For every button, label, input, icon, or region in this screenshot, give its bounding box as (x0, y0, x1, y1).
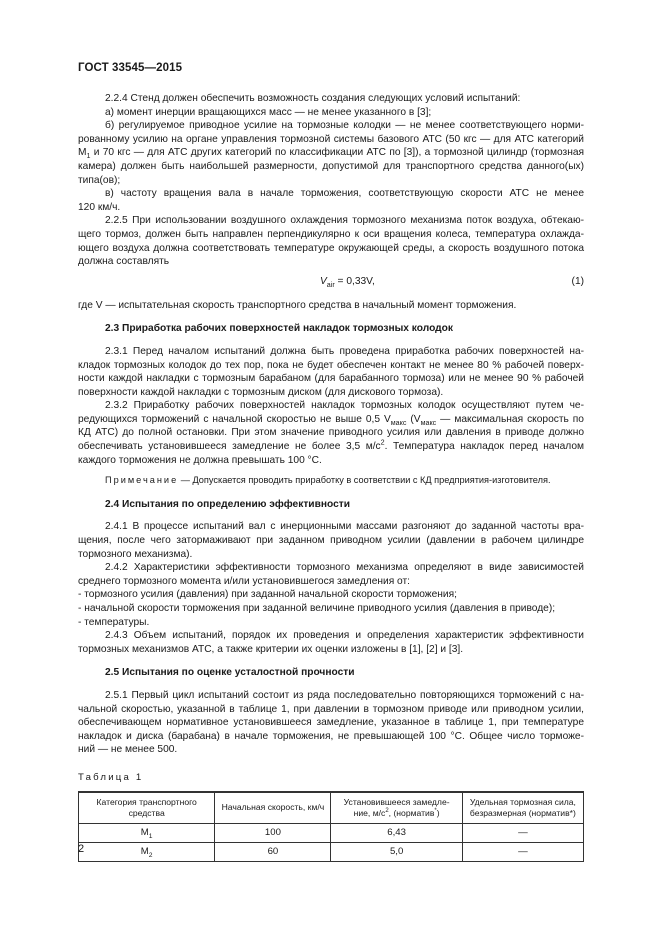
clause-2-4-1-line1: 2.4.1 В процессе испытаний вал с инерционными массами разгоняют до заданной частоты вра- (105, 521, 584, 533)
clause-2-5-1-line5: ний — не менее 500. (78, 744, 178, 756)
document-body (78, 92, 584, 862)
clause-2-5-1-line2: чальной скоростью, указанной в таблице 1, при давлении в тормозном приводе или приводном усилии, (78, 703, 584, 715)
col-header-deceleration: Установившееся замедле- ние, $м/с^2$, (норматив*) (331, 792, 462, 824)
section-2-5-heading: 2.5 Испытания по оценке усталостной прочности (105, 667, 355, 679)
cell-braking-force: — (462, 842, 583, 861)
clause-2-2-4-b-line2: рованному усилию на органе управления тормозной системы базового АТС (50 кгс — для АТС категорий (78, 133, 584, 145)
table-header-row (79, 792, 584, 824)
table-caption: Таблица 1 (78, 771, 144, 783)
formula-explanation: где V — испытательная скорость транспортного средства в начальный момент торможения. (78, 299, 517, 311)
document-code: ГОСТ 33545—2015 (78, 62, 183, 74)
col-header-category: Категория транспортного средства (79, 792, 215, 824)
cell-braking-force: — (462, 823, 583, 842)
clause-2-5-1-line4: накладок и диска (барабана) в начале торможения, не превышающей 100 °С. Общее число торможе- (78, 730, 584, 742)
clause-2-3-2-line3: КД АТС) до полной остановки. При этом значение приводного усилия или давления в приводе должно (78, 427, 584, 439)
note (78, 474, 584, 488)
clause-2-4-2-line1: 2.4.2 Характеристики эффективности тормозного механизма определяют в виде зависимостей (105, 562, 584, 574)
clause-2-3-2-line2: редующихся торможений с начальной скоростью не выше 0,5 $V_{макс}$ ($V_{макс}$ — максимальная скорость по (78, 413, 584, 427)
cell-speed: 60 (215, 842, 331, 861)
clause-2-3-2-line5: каждого торможения не должна превышать 100 °С. (78, 454, 322, 466)
clause-2-2-4-a: а) момент инерции вращающихся масс — не менее указанного в [3]; (105, 106, 432, 118)
clause-2-4-2-line2: среднего тормозного момента и/или установившегося замедления от: (78, 575, 410, 587)
clause-2-4-1-line2: щения, после чего затормаживают при заданном приводном усилии (давлении в рабочем цилиндре (78, 535, 584, 547)
col-header-speed: Начальная скорость, км/ч (215, 792, 331, 824)
clause-2-2-4-b-line5: типа(ов); (78, 174, 121, 186)
clause-2-2-5-line3: ющего воздуха должна соответствовать температуре окружающей среды, а скорость воздушного потока (78, 242, 584, 254)
section-2-3-heading: 2.3 Приработка рабочих поверхностей накладок тормозных колодок (105, 323, 453, 335)
formula-number: (1) (571, 275, 584, 287)
cell-deceleration: 6,43 (331, 823, 462, 842)
clause-2-5-1-line3: обеспечивающем нормативное установившееся замедление, указанное в таблице 1, при температуре (78, 717, 584, 729)
clause-2-4-3-line1: 2.4.3 Объем испытаний, порядок их проведения и определения характеристик эффективности (105, 630, 584, 642)
clause-2-3-1-line2: кладок тормозных колодок до тех пор, пока не будет обеспечен контакт не менее 80 % рабочей поверх- (78, 359, 584, 371)
table-row (79, 823, 584, 842)
cell-category: $М_1$ (79, 823, 215, 842)
clause-2-2-5-line2: щего тормоз, должен быть направлен перпендикулярно к оси вращения колеса, температура охлажда- (78, 228, 584, 240)
formula-expression: $V_{air} = 0,33V$, (320, 275, 375, 289)
clause-2-2-4-b-line1: б) регулируемое приводное усилие на тормозные колодки — не менее соответствующего норми- (105, 120, 584, 132)
clause-2-3-2-line4: обеспечивать установившееся замедление не более 3,5 $м/с^2$. Температура накладок перед началом (78, 438, 584, 453)
clause-2-2-5-line4: должна составлять (78, 256, 170, 268)
clause-2-3-1-line3: ности каждой накладки с тормозным барабаном (для барабанного тормоза) или не менее 90 % рабочей (78, 373, 584, 385)
cell-category: $М_2$ (79, 842, 215, 861)
clause-2-4-3-line2: тормозных механизмов АТС, а также критерии их оценки изложены в [1], [2] и [3]. (78, 643, 464, 655)
section-2-4-heading: 2.4 Испытания по определению эффективности (105, 498, 350, 510)
formula-1 (78, 275, 584, 293)
note-text: — Допускается проводить приработку в соответствии с КД предприятия-изготовителя. (178, 475, 551, 486)
list-item-1: - тормозного усилия (давления) при заданной начальной скорости торможения; (78, 589, 457, 601)
table-row (79, 842, 584, 861)
clause-2-2-4-b-line3: $М_1$ и 70 кгс — для АТС других категорий по классификации АТС по [3]), а тормозной цилиндр (тормозная (78, 147, 584, 161)
list-item-2: - начальной скорости торможения при заданной величине приводного усилия (давления в приводе); (78, 603, 556, 614)
clause-2-3-1-line1: 2.3.1 Перед началом испытаний должна быть проведена приработка рабочих поверхностей на- (105, 345, 584, 357)
clause-2-2-4-b-line4: камера) должен быть наибольшей размерности, допустимой для транспортного средства данного(ых) (78, 160, 584, 172)
col-header-braking-force: Удельная тормозная сила, безразмерная (норматив*) (462, 792, 583, 824)
table-1 (78, 791, 584, 862)
cell-speed: 100 (215, 823, 331, 842)
clause-2-5-1-line1: 2.5.1 Первый цикл испытаний состоит из ряда последовательно повторяющихся торможений с на- (105, 689, 584, 701)
page-number: 2 (78, 843, 85, 855)
clause-2-3-2-line1: 2.3.2 Приработку рабочих поверхностей накладок тормозных колодок осуществляют путем че- (105, 400, 584, 412)
clause-2-4-1-line3: тормозного механизма). (78, 548, 193, 560)
clause-2-2-4-v-line2: 120 км/ч. (78, 201, 121, 213)
clause-2-2-4-v-line1: в) частоту вращения вала в начале торможения, соответствующую скорости АТС не менее (105, 188, 584, 200)
clause-2-2-4-intro: 2.2.4 Стенд должен обеспечить возможность создания следующих условий испытаний: (105, 93, 521, 104)
note-label: Примечание (105, 475, 179, 486)
cell-deceleration: 5,0 (331, 842, 462, 861)
clause-2-2-5-line1: 2.2.5 При использовании воздушного охлаждения тормозного механизма поток воздуха, обтекаю- (105, 215, 584, 227)
list-item-3: - температуры. (78, 616, 150, 628)
clause-2-3-1-line4: поверхности каждой накладки с тормозным диском (для дискового тормоза). (78, 386, 444, 398)
